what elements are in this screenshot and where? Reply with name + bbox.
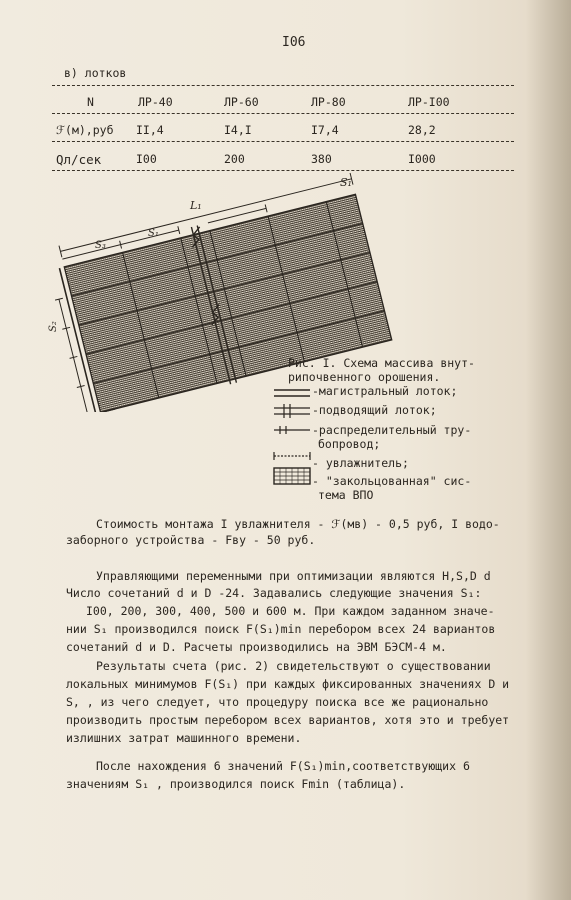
- label-s2: S₂: [48, 321, 59, 332]
- table-header-lr40: ЛР-40: [138, 95, 173, 109]
- legend-item: -магистральный лоток;: [312, 384, 458, 398]
- feeder-channel-icon: [274, 404, 310, 418]
- main-channel-icon: [274, 390, 310, 396]
- distribution-pipe-icon: [274, 426, 310, 434]
- body-line: значениям S₁ , производился поиск Fmin (таблица).: [66, 777, 406, 791]
- body-line: S, , из чего следует, что процедуру поиска все же рационально: [66, 695, 489, 709]
- table-header-lr80: ЛР-80: [311, 95, 346, 109]
- table-cell: 200: [224, 152, 245, 166]
- table-header-n: N: [87, 95, 94, 109]
- body-line: Стоимость монтажа I увлажнителя - ℱ(мв) - 0,5 руб, I водо-: [96, 517, 500, 531]
- label-s3: S₃: [95, 240, 106, 251]
- label-s1: S₁: [148, 228, 159, 239]
- legend-symbols: [270, 386, 314, 490]
- body-line: После нахождения 6 значений F(S₁)min,соответствующих 6: [96, 759, 470, 773]
- table-rule-top: [52, 85, 514, 86]
- table-row-label: ℱ(м),руб: [56, 123, 114, 137]
- table-rule-bottom: [52, 170, 514, 171]
- body-line: Управляющими переменными при оптимизации являются H,S,D d: [96, 569, 491, 583]
- figure-caption-line2: рипочвенного орошения.: [288, 370, 441, 384]
- legend-item: -распределительный тру-: [312, 423, 472, 437]
- table-cell: I00: [136, 152, 157, 166]
- legend-item: тема ВПО: [318, 488, 374, 502]
- legend-item: бопровод;: [318, 437, 381, 451]
- body-line: Число сочетаний d и D -24. Задавались следующие значения S₁:: [66, 586, 482, 600]
- table-header-lr100: ЛР-I00: [408, 95, 450, 109]
- body-line: производить простым перебором всех вариантов, хотя это и требует: [66, 713, 510, 727]
- legend-item: - увлажнитель;: [312, 456, 409, 470]
- body-line: локальных минимумов F(S₁) при каждых фиксированных значениях D и: [66, 677, 510, 691]
- body-line: Результаты счета (рис. 2) свидетельствуют о существовании: [96, 659, 491, 673]
- legend-item: - "закольцованная" сис-: [312, 474, 472, 488]
- legend-item: -подводящий лоток;: [312, 403, 437, 417]
- humidifier-icon: [274, 452, 310, 460]
- table-cell: I7,4: [311, 123, 339, 137]
- label-l1: L₁: [190, 199, 202, 212]
- body-line: I00, 200, 300, 400, 500 и 600 м. При каждом заданном значе-: [86, 604, 495, 618]
- page-number: I06: [282, 35, 306, 50]
- table-cell: 380: [311, 152, 332, 166]
- table-rule-2: [52, 141, 514, 142]
- table-cell: II,4: [136, 123, 164, 137]
- body-line: сочетаний d и D. Расчеты производились на ЭВМ БЭСМ-4 м.: [66, 640, 447, 654]
- table-header-lr60: ЛР-60: [224, 95, 259, 109]
- table-cell: I000: [408, 152, 436, 166]
- body-line: излишних затрат машинного времени.: [66, 731, 302, 745]
- figure-caption-line1: Рис. I. Схема массива внут-: [288, 356, 475, 370]
- looped-system-icon: [274, 468, 310, 484]
- table-cell: I4,I: [224, 123, 252, 137]
- body-line: нии S₁ производился поиск F(S₁)min перебором всех 24 вариантов: [66, 622, 496, 636]
- table-row-label: Qл/сек: [56, 152, 102, 167]
- table-rule-mid: [52, 113, 514, 114]
- label-s1-top: S₁: [340, 176, 352, 189]
- section-label: в) лотков: [64, 66, 127, 80]
- body-line: заборного устройства - Fву - 50 руб.: [66, 533, 316, 547]
- table-cell: 28,2: [408, 123, 436, 137]
